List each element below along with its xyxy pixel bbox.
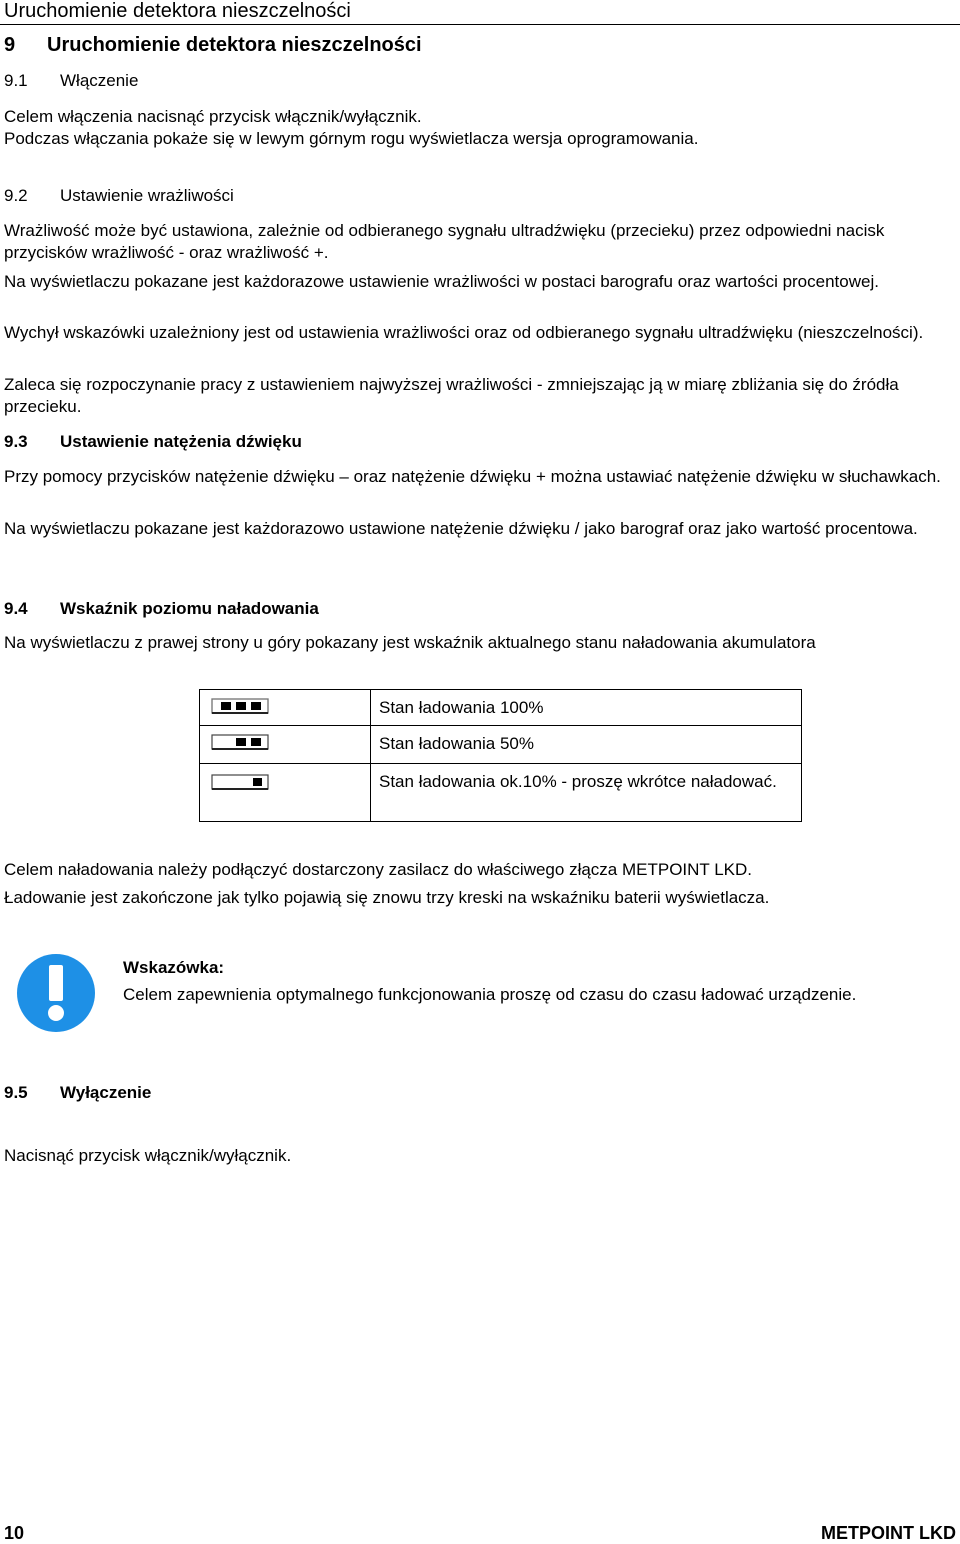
note-title: Wskazówka: — [123, 958, 225, 977]
section-title: Wskaźnik poziomu naładowania — [60, 599, 319, 618]
section-number: 9.1 — [4, 71, 28, 90]
section-number: 9 — [4, 34, 16, 56]
paragraph-line: Celem włączenia nacisnąć przycisk włącznik/wyłącznik. — [4, 107, 422, 126]
section-9-2-heading — [4, 185, 234, 207]
section-9-heading — [4, 33, 422, 57]
paragraph: Na wyświetlaczu z prawej strony u góry pokazany jest wskaźnik aktualnego stanu naładowania akumulatora — [4, 633, 816, 652]
battery-label-cell: Stan ładowania ok.10% - proszę wkrótce naładować. — [371, 764, 802, 822]
paragraph: Wrażliwość może być ustawiona, zależnie od odbieranego sygnału ultradźwięku (przecieku) przez odpowiedni nacisk przycisków wrażliwość - oraz wrażliwość +. — [4, 221, 885, 262]
battery-label-cell: Stan ładowania 100% — [371, 690, 802, 726]
paragraph: Przy pomocy przycisków natężenie dźwięku – oraz natężenie dźwięku + można ustawiać natężenie dźwięku w słuchawkach. — [4, 467, 941, 486]
page-number: 10 — [4, 1523, 25, 1543]
header-divider — [0, 24, 960, 25]
section-title: Uruchomienie detektora nieszczelności — [47, 34, 422, 56]
table-row — [200, 726, 802, 764]
battery-level-table — [199, 689, 802, 822]
paragraph-line: Podczas włączania pokaże się w lewym górnym rogu wyświetlacza wersja oprogramowania. — [4, 129, 699, 148]
paragraph: Zaleca się rozpoczynanie pracy z ustawieniem najwyższej wrażliwości - zmniejszając ją w miarę zbliżania się do źródła przecieku. — [4, 375, 899, 416]
section-number: 9.2 — [4, 186, 28, 205]
paragraph: Na wyświetlaczu pokazane jest każdorazowo ustawione natężenie dźwięku / jako barograf oraz jako wartość procentowa. — [4, 519, 918, 538]
paragraph: Ładowanie jest zakończone jak tylko pojawią się znowu trzy kreski na wskaźniku baterii wyświetlacza. — [4, 888, 770, 907]
section-number: 9.4 — [4, 599, 28, 618]
section-title: Ustawienie wrażliwości — [60, 186, 234, 205]
section-number: 9.3 — [4, 432, 28, 451]
battery-half-icon — [200, 726, 270, 756]
battery-label-cell: Stan ładowania 50% — [371, 726, 802, 764]
battery-icon-cell — [200, 726, 371, 764]
section-9-4-heading — [4, 598, 319, 620]
paragraph: Nacisnąć przycisk włącznik/wyłącznik. — [4, 1146, 292, 1165]
header-title: Uruchomienie detektora nieszczelności — [4, 0, 351, 22]
exclamation-icon — [16, 953, 96, 1033]
paragraph: Na wyświetlaczu pokazane jest każdorazowe ustawienie wrażliwości w postaci barografu oraz wartości procentowej. — [4, 272, 879, 291]
section-title: Włączenie — [60, 71, 139, 90]
battery-full-icon — [200, 690, 270, 720]
paragraph: Celem naładowania należy podłączyć dostarczony zasilacz do właściwego złącza METPOINT LKD. — [4, 860, 753, 879]
product-name: METPOINT LKD — [821, 1523, 956, 1543]
section-title: Ustawienie natężenia dźwięku — [60, 432, 302, 451]
battery-icon-cell — [200, 764, 371, 822]
section-9-1-heading — [4, 70, 138, 92]
section-number: 9.5 — [4, 1083, 28, 1102]
table-row — [200, 690, 802, 726]
section-9-5-heading — [4, 1082, 151, 1104]
table-row — [200, 764, 802, 822]
section-9-1-text — [4, 106, 954, 150]
section-9-3-heading — [4, 431, 302, 453]
note-text: Celem zapewnienia optymalnego funkcjonowania proszę od czasu do czasu ładować urządzenie. — [123, 985, 857, 1004]
section-title: Wyłączenie — [60, 1083, 152, 1102]
battery-low-icon — [200, 764, 270, 798]
paragraph: Wychył wskazówki uzależniony jest od ustawienia wrażliwości oraz od odbieranego sygnału ultradźwięku (nieszczelności). — [4, 323, 924, 342]
battery-icon-cell — [200, 690, 371, 726]
